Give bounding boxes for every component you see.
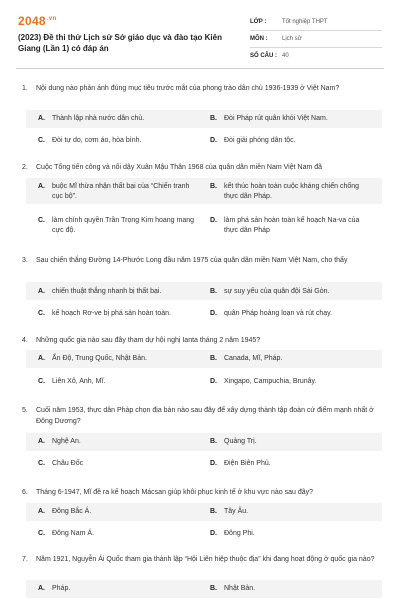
question-text: Những quốc gia nào sau đây tham dự hội nghị Ianta tháng 2 năm 1945? (36, 337, 261, 344)
answer-option[interactable] (38, 216, 198, 236)
info-row-subject (250, 31, 382, 48)
option-letter: C. (38, 530, 45, 537)
option-letter: D. (210, 137, 217, 144)
option-text: Ấn Độ, Trung Quốc, Nhật Bản. (52, 355, 147, 362)
option-text: Châu Đốc (52, 460, 84, 467)
option-letter: C. (38, 310, 45, 317)
question-number: 5. (22, 407, 28, 414)
option-letter: C. (38, 137, 45, 144)
info-label: SỐ CÂU : (250, 53, 277, 59)
option-text: Đông Bắc Á. (52, 508, 92, 515)
option-text: Điện Biên Phủ. (224, 460, 271, 467)
question-text: Sau chiến thắng Đường 14-Phước Long đầu năm 1975 của quân dân miền Nam Việt Nam, cho thấy (36, 257, 348, 264)
option-letter: D. (210, 217, 217, 224)
question-text: Tháng 6-1947, Mĩ đề ra kế hoạch Mácsan giúp khôi phục kinh tế ở khu vực nào sau đây? (36, 489, 313, 496)
question-number: 6. (22, 489, 28, 496)
answer-option[interactable] (38, 114, 198, 124)
option-text: Tây Âu. (224, 508, 249, 515)
option-text: Đông Nam Á. (52, 530, 95, 537)
answer-option[interactable] (210, 216, 370, 236)
answer-option[interactable] (210, 507, 380, 517)
option-text: Xingapo, Campuchia, Brunây. (224, 378, 317, 385)
answer-option[interactable] (210, 437, 380, 447)
info-row-class (250, 14, 382, 31)
answer-option[interactable] (210, 459, 380, 469)
option-letter: B. (210, 183, 217, 190)
answer-option[interactable] (38, 287, 198, 297)
answer-option[interactable] (38, 182, 198, 202)
option-text: Liên Xô, Anh, Mĩ. (52, 378, 106, 385)
logo-text: 2048 (18, 14, 46, 28)
answer-option[interactable] (38, 529, 198, 539)
question-text: Nội dung nào phản ánh đúng mục tiêu trước mắt của phong trào dân chủ 1936-1939 ở Việt Nam? (36, 85, 340, 92)
option-text: kết thúc hoàn toàn cuộc kháng chiến chống thực dân Pháp. (224, 183, 360, 200)
question-number: 2. (22, 164, 28, 171)
option-letter: D. (210, 378, 217, 385)
exam-title: (2023) Đề thi thử Lịch sử Sở giáo dục và đào tạo Kiên Giang (Lần 1) có đáp án (18, 33, 222, 53)
option-letter: B. (210, 585, 217, 592)
answer-option[interactable] (38, 377, 198, 387)
info-value: Tốt nghiệp THPT (282, 19, 328, 25)
option-text: Nghệ An. (52, 438, 81, 445)
option-text: Nhật Bản. (224, 585, 256, 592)
option-text: buộc Mĩ thừa nhận thất bại của “Chiến tranh cục bộ”. (52, 183, 190, 200)
option-letter: A. (38, 438, 45, 445)
answer-option[interactable] (210, 309, 380, 319)
answer-option[interactable] (38, 507, 198, 517)
header-divider (16, 68, 384, 69)
answer-option[interactable] (210, 114, 380, 124)
question-text: Cuộc Tổng tiến công và nổi dậy Xuân Mậu Thân 1968 của quân dân miền Nam Việt Nam đã (36, 164, 323, 171)
answer-option[interactable] (38, 354, 198, 364)
option-text: kế hoạch Rơ-ve bị phá sản hoàn toàn. (52, 310, 172, 317)
option-letter: A. (38, 115, 45, 122)
logo-suffix: .vn (46, 16, 57, 22)
option-text: làm phá sản hoàn toàn kế hoạch Na-va của thực dân Pháp (224, 217, 360, 234)
option-letter: B. (210, 288, 217, 295)
answer-option[interactable] (210, 136, 380, 146)
answer-option[interactable] (210, 584, 380, 594)
info-value: Lịch sử (282, 36, 302, 42)
answer-option[interactable] (210, 529, 380, 539)
option-text: Đòi Pháp rút quân khỏi Việt Nam. (224, 115, 328, 122)
option-text: Đòi tự do, cơm áo, hòa bình. (52, 137, 142, 144)
info-row-count (250, 48, 382, 64)
option-letter: A. (38, 288, 45, 295)
option-letter: B. (210, 438, 217, 445)
option-letter: A. (38, 508, 45, 515)
question-text: Cuối năm 1953, thực dân Pháp chọn địa bàn nào sau đây để xây dựng thành tập đoàn cứ điểm mạnh nhất ở Đông Dương? (36, 407, 374, 425)
answer-option[interactable] (210, 354, 380, 364)
option-letter: B. (210, 355, 217, 362)
answer-option[interactable] (210, 287, 380, 297)
exam-info-panel (250, 14, 382, 64)
option-text: quân Pháp hoảng loạn và rút chạy. (224, 310, 333, 317)
option-text: chiến thuật thắng nhanh bị thất bại. (52, 288, 162, 295)
page-header (0, 0, 400, 72)
question-number: 1. (22, 85, 28, 92)
answer-option[interactable] (38, 584, 198, 594)
option-letter: C. (38, 217, 45, 224)
answer-option[interactable] (210, 182, 370, 202)
answer-option[interactable] (38, 459, 198, 469)
option-text: sự suy yếu của quân đội Sài Gòn. (224, 288, 330, 295)
option-text: Canada, Mĩ, Pháp. (224, 355, 283, 362)
option-text: Đông Phi. (224, 530, 255, 537)
question-number: 3. (22, 257, 28, 264)
answer-option[interactable] (38, 309, 198, 319)
option-text: Thành lập nhà nước dân chủ. (52, 115, 145, 122)
answer-option[interactable] (38, 437, 198, 447)
option-text: Quảng Trị. (224, 438, 257, 445)
option-text: Đòi giải phóng dân tộc. (224, 137, 296, 144)
option-letter: C. (38, 378, 45, 385)
option-letter: D. (210, 530, 217, 537)
option-letter: D. (210, 460, 217, 467)
info-label: MÔN : (250, 36, 268, 42)
question-number: 7. (22, 556, 28, 563)
answer-option[interactable] (210, 377, 380, 387)
option-text: Pháp. (52, 585, 71, 592)
option-letter: A. (38, 355, 45, 362)
option-letter: B. (210, 115, 217, 122)
option-letter: C. (38, 460, 45, 467)
info-label: LỚP : (250, 19, 267, 25)
option-text: làm chính quyền Trần Trọng Kim hoang mang cực độ. (52, 217, 195, 234)
answer-option[interactable] (38, 136, 198, 146)
site-logo[interactable] (18, 14, 56, 28)
question-text: Năm 1921, Nguyễn Ái Quốc tham gia thành lập “Hội Liên hiệp thuộc địa” khi đang hoạt động ở quốc gia nào? (36, 556, 375, 563)
info-value: 40 (282, 53, 289, 59)
option-letter: D. (210, 310, 217, 317)
option-letter: B. (210, 508, 217, 515)
option-letter: A. (38, 183, 45, 190)
question-number: 4. (22, 337, 28, 344)
option-letter: A. (38, 585, 45, 592)
